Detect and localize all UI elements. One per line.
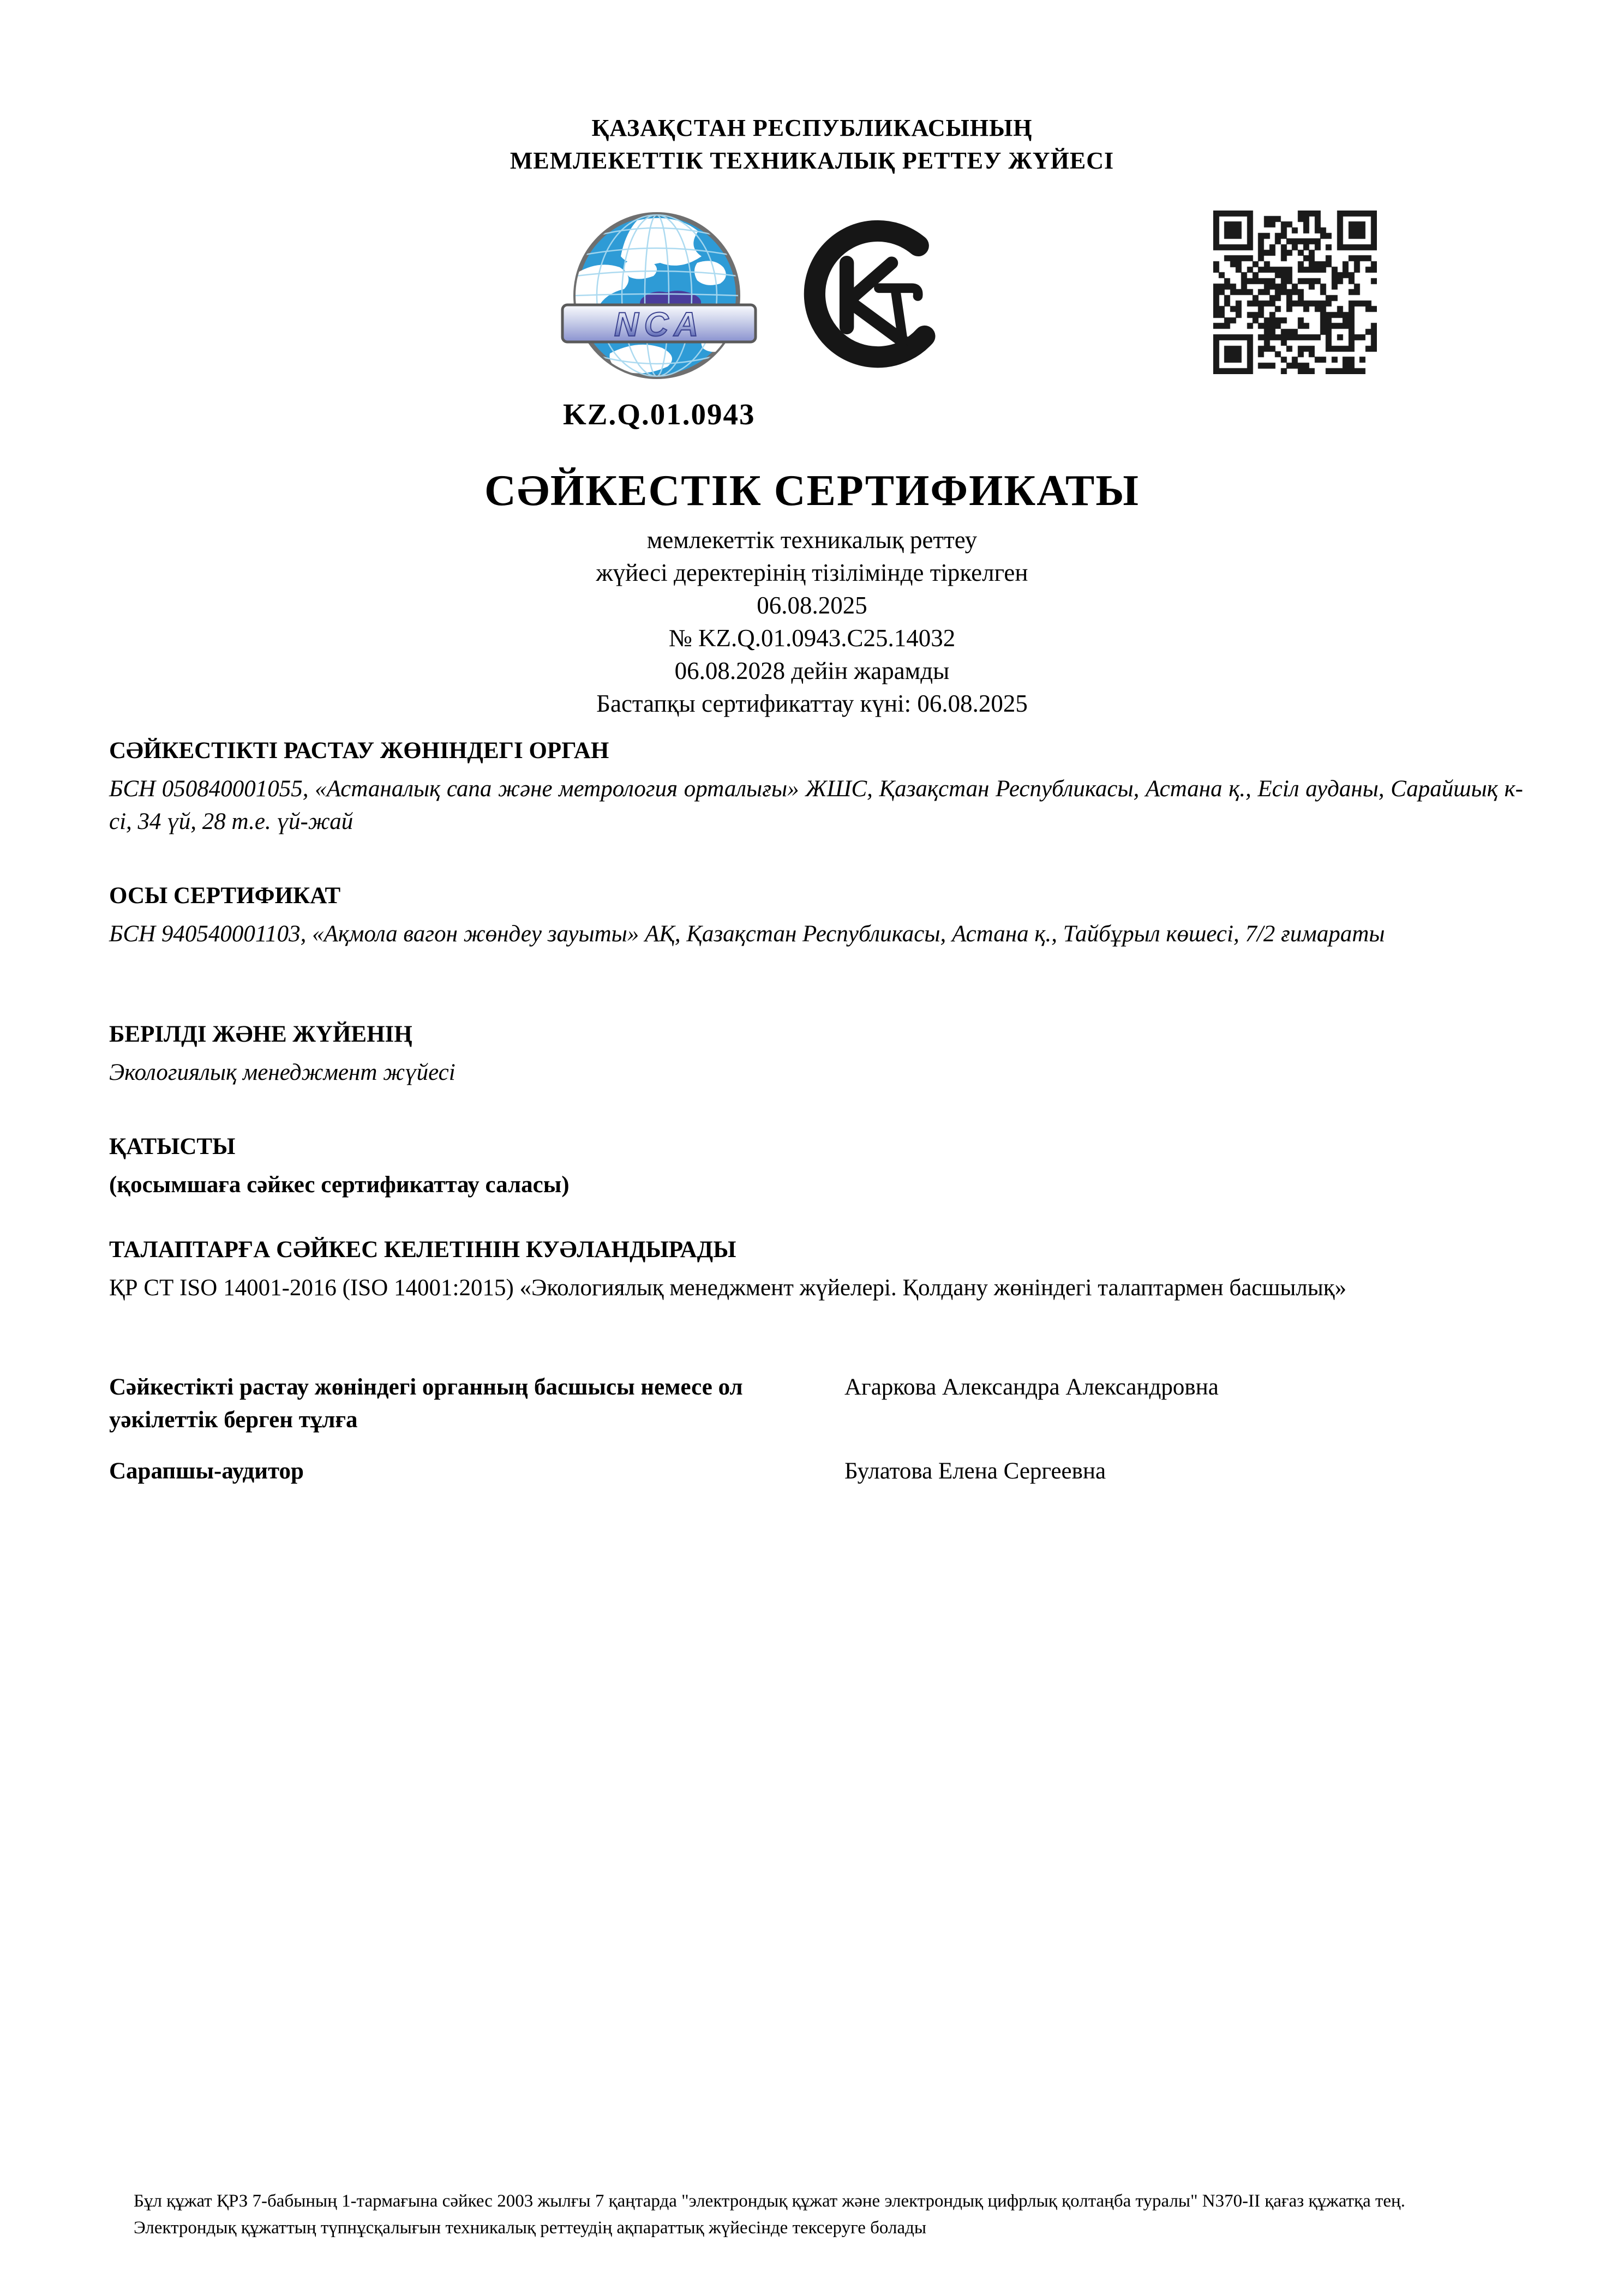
initial-certification-date: Бастапқы сертификаттау күні: 06.08.2025 [596, 690, 1028, 717]
section-body: Экологиялық менеджмент жүйесі [109, 1060, 456, 1085]
nca-logo-text: NCA [614, 306, 704, 344]
section-certification-body [109, 735, 1523, 838]
section-body: ҚР СТ ISO 14001-2016 (ISO 14001:2015) «Экологиялық менеджмент жүйелері. Қолдану жөніндегі талаптармен басшылық» [109, 1275, 1347, 1301]
section-scope [109, 1131, 1523, 1201]
section-body: БСН 940540001103, «Ақмола вагон жөндеу зауыты» АҚ, Қазақстан Республикасы, Астана қ., Тайбұрыл көшесі, 7/2 ғимараты [109, 921, 1385, 947]
valid-until: 06.08.2028 дейін жарамды [674, 657, 950, 684]
signatory-role-head: Сәйкестікті растау жөніндегі органның басшысы немесе ол уәкілеттік берген тұлға [109, 1374, 743, 1433]
section-heading: ОСЫ СЕРТИФИКАТ [109, 883, 341, 909]
section-heading: ҚАТЫСТЫ [109, 1134, 236, 1159]
section-body: БСН 050840001055, «Астаналық сапа және метрология орталығы» ЖШС, Қазақстан Республикасы, Астана қ., Есіл ауданы, Сарайшық к-сі, 34 үй, 28 т.е. үй-жай [109, 776, 1523, 834]
certificate-title: СӘЙКЕСТІК СЕРТИФИКАТЫ [484, 467, 1140, 515]
system-header-line1: ҚАЗАҚСТАН РЕСПУБЛИКАСЫНЫҢ [591, 115, 1033, 141]
qr-code [1213, 211, 1377, 374]
section-certificate-holder [109, 880, 1523, 951]
kt-conformity-mark-icon [798, 215, 958, 375]
legal-footer-line1: Бұл құжат ҚРЗ 7-бабының 1-тармағына сәйкес 2003 жылғы 7 қаңтарда "электрондық құжат және электрондық цифрлық қолтаңба туралы" N370-II қағаз құжатқа тең. [134, 2191, 1405, 2211]
signatory-name-auditor: Булатова Елена Сергеевна [844, 1458, 1106, 1484]
signatory-role-auditor: Сарапшы-аудитор [109, 1458, 304, 1484]
signatory-name-head: Агаркова Александра Александровна [844, 1374, 1219, 1400]
section-heading: ТАЛАПТАРҒА СӘЙКЕС КЕЛЕТІНІН КУӘЛАНДЫРАДЫ [109, 1237, 736, 1263]
section-body: (қосымшаға сәйкес сертификаттау саласы) [109, 1172, 570, 1198]
system-header [0, 112, 1624, 177]
nca-globe-logo-icon [561, 211, 757, 396]
system-header-line2: МЕМЛЕКЕТТІК ТЕХНИКАЛЫҚ РЕТТЕУ ЖҮЙЕСІ [510, 147, 1114, 174]
certificate-number: № KZ.Q.01.0943.C25.14032 [668, 624, 956, 652]
section-heading: СӘЙКЕСТІКТІ РАСТАУ ЖӨНІНДЕГІ ОРГАН [109, 738, 609, 764]
section-heading: БЕРІЛДІ ЖӘНЕ ЖҮЙЕНІҢ [109, 1021, 412, 1047]
accreditation-number: KZ.Q.01.0943 [563, 398, 756, 431]
registration-line1: мемлекеттік техникалық реттеу [646, 526, 978, 554]
section-system [109, 1018, 1523, 1089]
registration-date: 06.08.2025 [757, 592, 867, 619]
legal-footer-line2: Электрондық құжаттың түпнұсқалығын техникалық реттеудің ақпараттық жүйесінде тексеруге болады [134, 2218, 927, 2238]
registration-line2: жүйесі деректерінің тізілімінде тіркелген [596, 559, 1028, 586]
registration-block [0, 524, 1624, 720]
legal-footer [134, 2188, 1500, 2241]
section-standard [109, 1234, 1523, 1305]
